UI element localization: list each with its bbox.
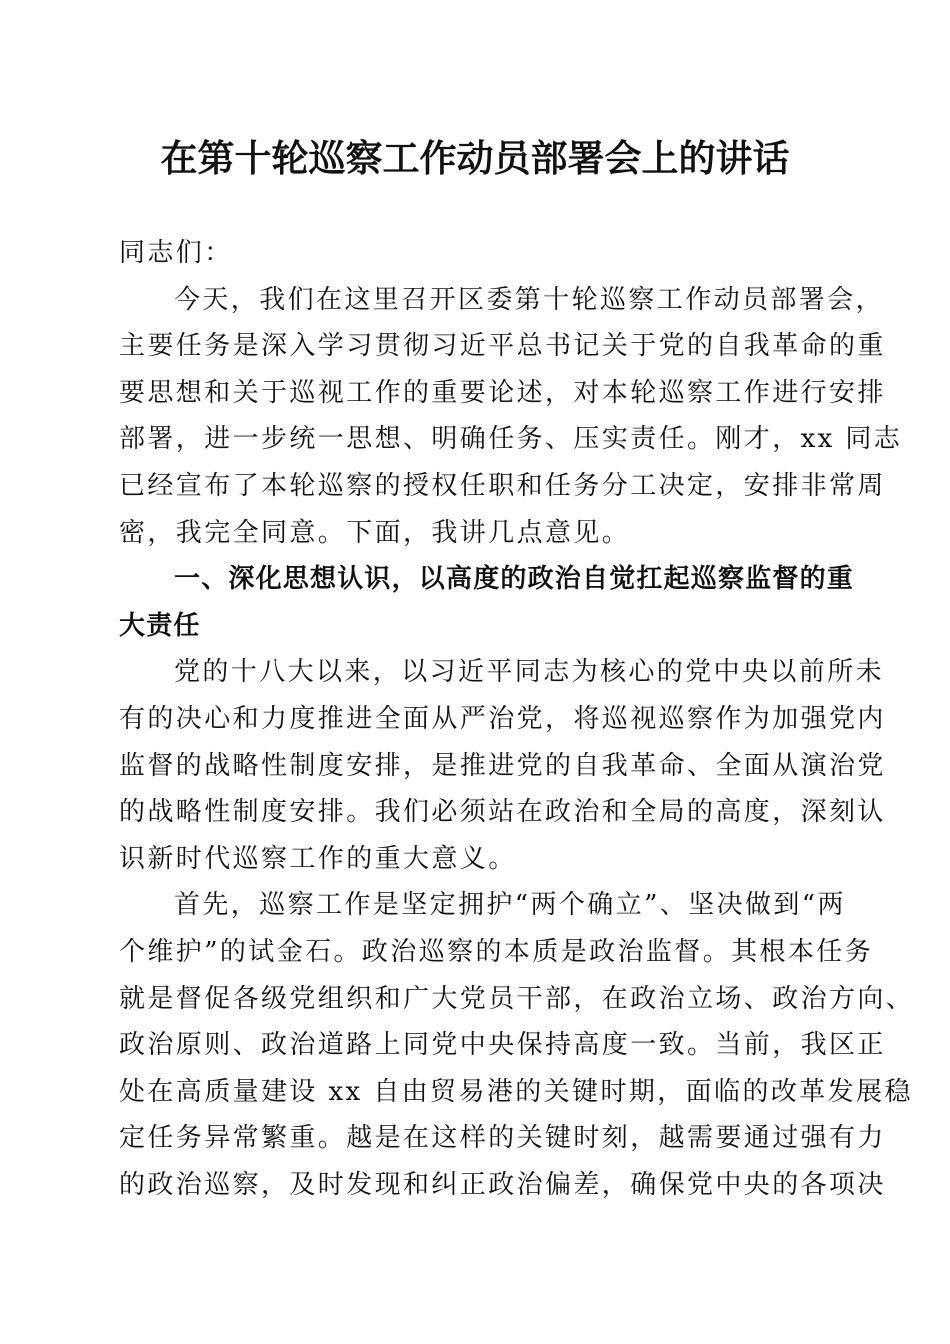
paragraph-line: 密，我完全同意。下面，我讲几点意见。	[119, 517, 631, 548]
paragraph-line: 的战略性制度安排。我们必须站在政治和全局的高度，深刻认	[119, 797, 886, 828]
salutation: 同志们：	[119, 238, 233, 268]
paragraph-line: 识新时代巡察工作的重大意义。	[119, 843, 517, 874]
paragraph-line: 今天，我们在这里召开区委第十轮巡察工作动员部署会，	[174, 284, 885, 315]
paragraph-line: 有的决心和力度推进全面从严治党，将巡视巡察作为加强党内	[119, 703, 886, 734]
heading-line: 大责任	[119, 610, 201, 641]
paragraph-line: 定任务异常繁重。越是在这样的关键时刻，越需要通过强有力	[119, 1123, 886, 1154]
paragraph-line: 部署，进一步统一思想、明确任务、压实责任。刚才，xx 同志	[119, 424, 903, 455]
paragraph-opening	[119, 277, 903, 557]
paragraph-line: 党的十八大以来，以习近平同志为核心的党中央以前所未	[174, 657, 885, 688]
paragraph-first-point	[119, 882, 915, 1208]
paragraph-line: 就是督促各级党组织和广大党员干部，在政治立场、政治方向、	[119, 983, 915, 1014]
paragraph-line: 已经宣布了本轮巡察的授权任职和任务分工决定，安排非常周	[119, 470, 886, 501]
section-heading-1	[119, 556, 855, 649]
paragraph-line: 的政治巡察，及时发现和纠正政治偏差，确保党中央的各项决	[119, 1169, 886, 1200]
paragraph-line: 个维护”的试金石。政治巡察的本质是政治监督。其根本任务	[119, 936, 874, 967]
paragraph-line: 政治原则、政治道路上同党中央保持高度一致。当前，我区正	[119, 1030, 886, 1061]
document-body	[119, 230, 915, 1208]
paragraph-line: 首先，巡察工作是坚定拥护“两个确立”、坚决做到“两	[174, 890, 846, 921]
heading-line: 一、深化思想认识，以高度的政治自觉扛起巡察监督的重	[174, 564, 855, 595]
paragraph-line: 监督的战略性制度安排，是推进党的自我革命、全面从演治党	[119, 750, 886, 781]
document-title: 在第十轮巡察工作动员部署会上的讲话	[160, 136, 790, 180]
paragraph-line: 处在高质量建设 xx 自由贸易港的关键时期，面临的改革发展稳	[119, 1076, 913, 1107]
paragraph-line: 主要任务是深入学习贯彻习近平总书记关于党的自我革命的重	[119, 331, 886, 362]
paragraph-significance	[119, 649, 886, 882]
paragraph-line: 要思想和关于巡视工作的重要论述，对本轮巡察工作进行安排	[119, 377, 886, 408]
